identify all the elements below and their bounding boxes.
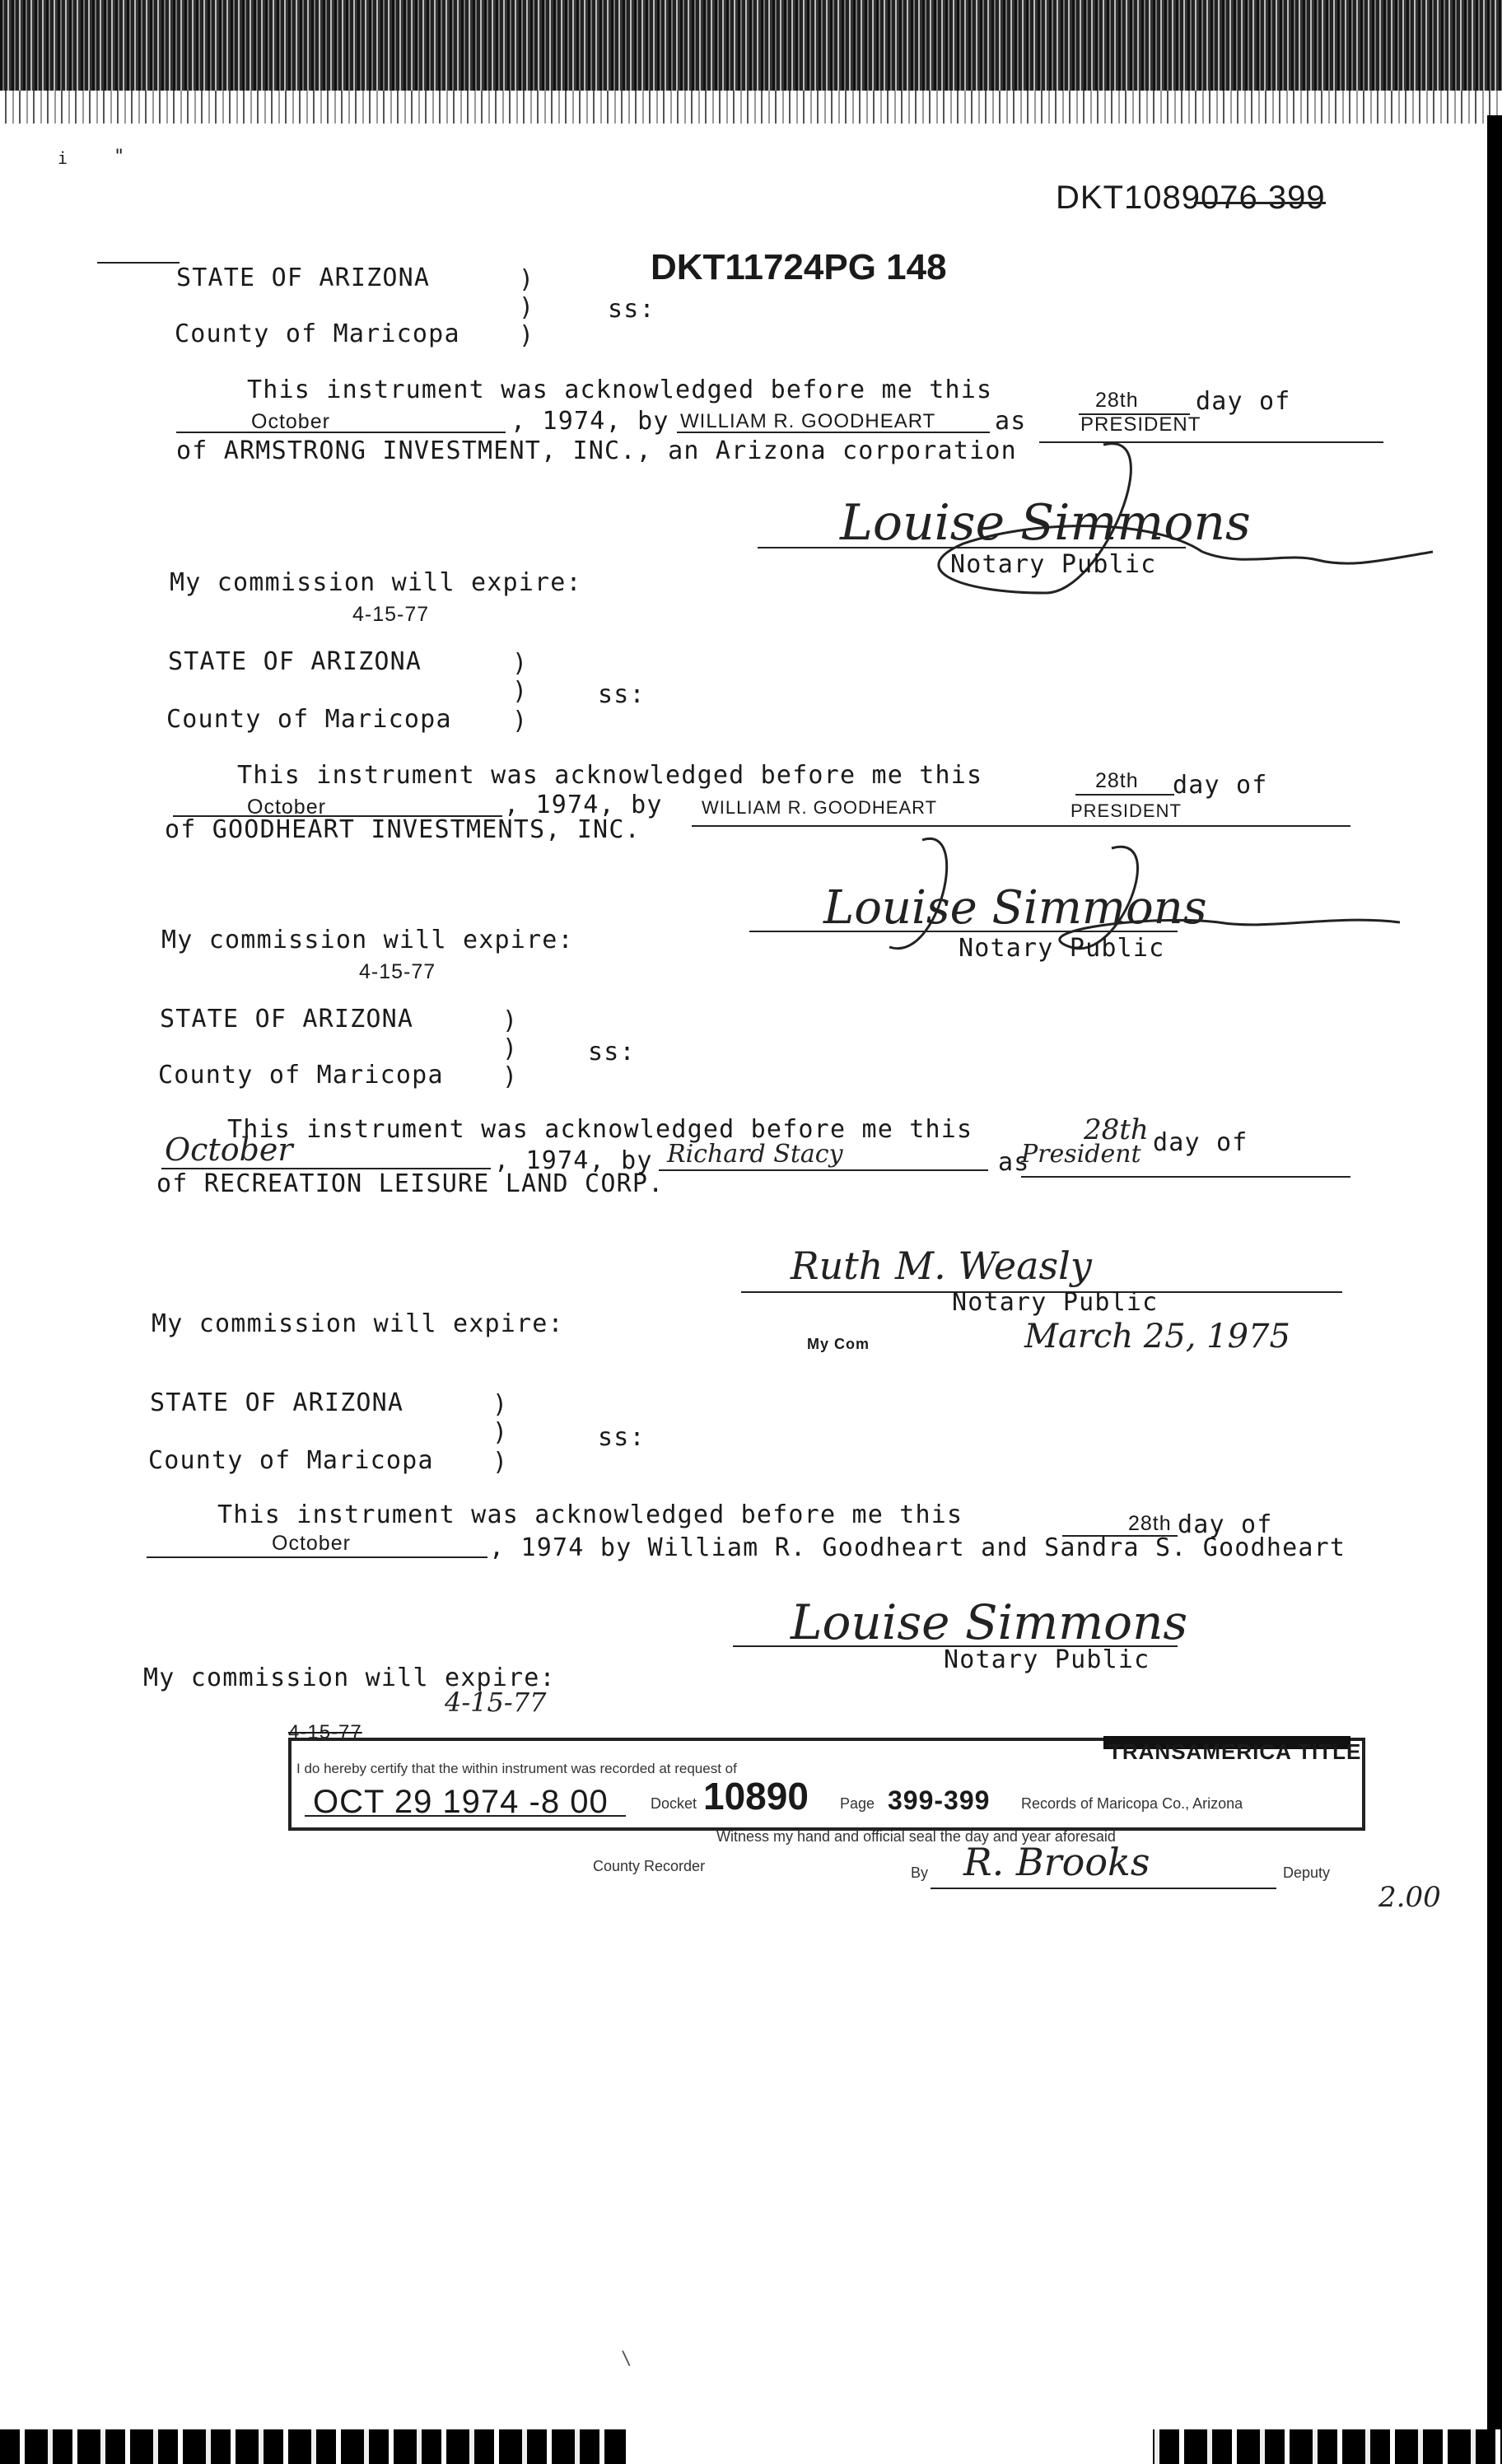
records-text: Records of Maricopa Co., Arizona	[1021, 1795, 1243, 1812]
ss-label: ss:	[608, 295, 655, 324]
docket-center: DKT11724PG 148	[651, 247, 947, 287]
certify-text: I do hereby certify that the within instrument was recorded at request of	[296, 1761, 737, 1776]
scan-border-gap	[626, 2429, 1153, 2464]
as-label: as	[995, 407, 1027, 436]
crossed-date: 4-15-77	[288, 1721, 362, 1743]
notary-label: Notary Public	[944, 1645, 1150, 1674]
month-value: October	[165, 1132, 293, 1168]
of-line: of ARMSTRONG INVESTMENT, INC., an Arizona corporation	[176, 436, 1017, 465]
paren: )	[519, 265, 535, 294]
recorder-label: County Recorder	[593, 1858, 706, 1874]
docket-number: 10890	[703, 1775, 809, 1818]
state-label: STATE OF ARIZONA	[176, 264, 431, 292]
fill-line	[305, 1815, 626, 1817]
ss-label: ss:	[598, 1423, 646, 1452]
fee-value: 2.00	[1378, 1881, 1441, 1914]
as-label: as	[998, 1148, 1030, 1177]
commission-label: My commission will expire:	[161, 926, 574, 954]
fill-line	[147, 1556, 487, 1558]
name-value: Richard Stacy	[667, 1140, 843, 1169]
paren: )	[492, 1390, 509, 1419]
fill-line	[1021, 1176, 1350, 1178]
expire-date: 4-15-77	[359, 960, 436, 983]
ss-label: ss:	[588, 1038, 636, 1066]
fill-line	[176, 432, 506, 433]
state-label: STATE OF ARIZONA	[150, 1388, 404, 1417]
notary-label: Notary Public	[950, 550, 1157, 579]
name-value: WILLIAM R. GOODHEART	[702, 797, 938, 818]
day-value: 28th	[1084, 1113, 1149, 1146]
state-label: STATE OF ARIZONA	[160, 1005, 414, 1034]
title-value: President	[1021, 1140, 1141, 1169]
paren: )	[519, 321, 535, 350]
year-text: , 1974, by	[511, 407, 669, 436]
fill-line	[1075, 794, 1174, 796]
day-value: 28th	[1095, 769, 1139, 792]
paren: )	[502, 1034, 519, 1063]
paren: )	[502, 1006, 519, 1035]
notary-signature: Louise Simmons	[823, 881, 1207, 935]
expire-date: 4-15-77	[445, 1687, 547, 1718]
bottom-mark: \	[621, 2349, 633, 2369]
paren: )	[492, 1448, 509, 1477]
paren: )	[519, 293, 535, 322]
name-value: WILLIAM R. GOODHEART	[680, 410, 936, 432]
year-text: , 1974, by	[504, 791, 663, 819]
year-text: , 1974 by William R. Goodheart and Sandra S. Goodheart	[489, 1533, 1346, 1562]
my-com-stamp: My Com	[807, 1336, 870, 1352]
state-label: STATE OF ARIZONA	[168, 647, 422, 676]
day-of: day of	[1153, 1128, 1248, 1157]
scan-border-right	[1487, 115, 1502, 2429]
page-numbers: 399-399	[888, 1785, 991, 1815]
year-text: , 1974, by	[494, 1146, 653, 1175]
of-line: of GOODHEART INVESTMENTS, INC.	[165, 815, 641, 844]
deputy-label: Deputy	[1283, 1864, 1331, 1881]
month-value: October	[272, 1532, 351, 1555]
expire-date: March 25, 1975	[1024, 1318, 1290, 1356]
month-value: October	[251, 410, 330, 433]
notary-signature: Louise Simmons	[840, 494, 1251, 552]
day-value: 28th	[1128, 1512, 1172, 1535]
witness-text: Witness my hand and official seal the day and year aforesaid	[716, 1828, 1116, 1845]
day-of: day of	[1178, 1510, 1273, 1539]
paren: )	[492, 1418, 509, 1447]
margin-line	[97, 262, 180, 264]
county-label: County of Maricopa	[175, 320, 460, 348]
county-label: County of Maricopa	[166, 705, 452, 734]
day-of: day of	[1196, 387, 1291, 416]
commission-label: My commission will expire:	[143, 1664, 556, 1692]
county-label: County of Maricopa	[148, 1446, 434, 1475]
fill-line	[659, 1169, 988, 1171]
of-line: of RECREATION LEISURE LAND CORP.	[156, 1169, 665, 1198]
commission-label: My commission will expire:	[152, 1309, 564, 1338]
paren: )	[502, 1062, 519, 1091]
paren: )	[512, 707, 529, 735]
signature-flourish	[856, 428, 1449, 629]
month-value: October	[247, 796, 326, 819]
record-date-time: OCT 29 1974 -8 00	[313, 1784, 609, 1820]
title-value: PRESIDENT	[1071, 800, 1182, 821]
by-label: By	[911, 1864, 929, 1881]
notary-signature: Louise Simmons	[791, 1594, 1188, 1650]
scan-border-top	[0, 0, 1502, 124]
margin-mark: "	[114, 147, 126, 167]
ack-text: This instrument was acknowledged before me this	[247, 376, 993, 404]
day-value: 28th	[1095, 389, 1139, 412]
day-of: day of	[1173, 771, 1268, 800]
notary-signature: Ruth M. Weasly	[791, 1244, 1092, 1288]
signature-flourish	[840, 824, 1433, 992]
margin-mark: i	[58, 148, 69, 168]
signature-line	[931, 1888, 1276, 1889]
deputy-signature: R. Brooks	[963, 1840, 1150, 1884]
expire-date: 4-15-77	[352, 603, 430, 626]
paren: )	[512, 649, 529, 678]
ack-text: This instrument was acknowledged before me this	[227, 1115, 973, 1144]
notary-label: Notary Public	[959, 934, 1165, 963]
company: TRANSAMERICA TITLE	[1108, 1739, 1362, 1764]
docket-top-right: DKT1089076 399	[1056, 180, 1326, 216]
county-label: County of Maricopa	[158, 1061, 444, 1090]
ack-text: This instrument was acknowledged before me this	[217, 1500, 963, 1529]
ack-text: This instrument was acknowledged before me this	[237, 761, 983, 790]
commission-label: My commission will expire:	[170, 568, 582, 597]
title-value: PRESIDENT	[1080, 413, 1201, 436]
strike-line	[1194, 202, 1326, 204]
ss-label: ss:	[598, 680, 646, 709]
page-label: Page	[840, 1795, 875, 1812]
notary-label: Notary Public	[952, 1288, 1159, 1317]
paren: )	[512, 677, 529, 706]
docket-label: Docket	[651, 1795, 697, 1812]
